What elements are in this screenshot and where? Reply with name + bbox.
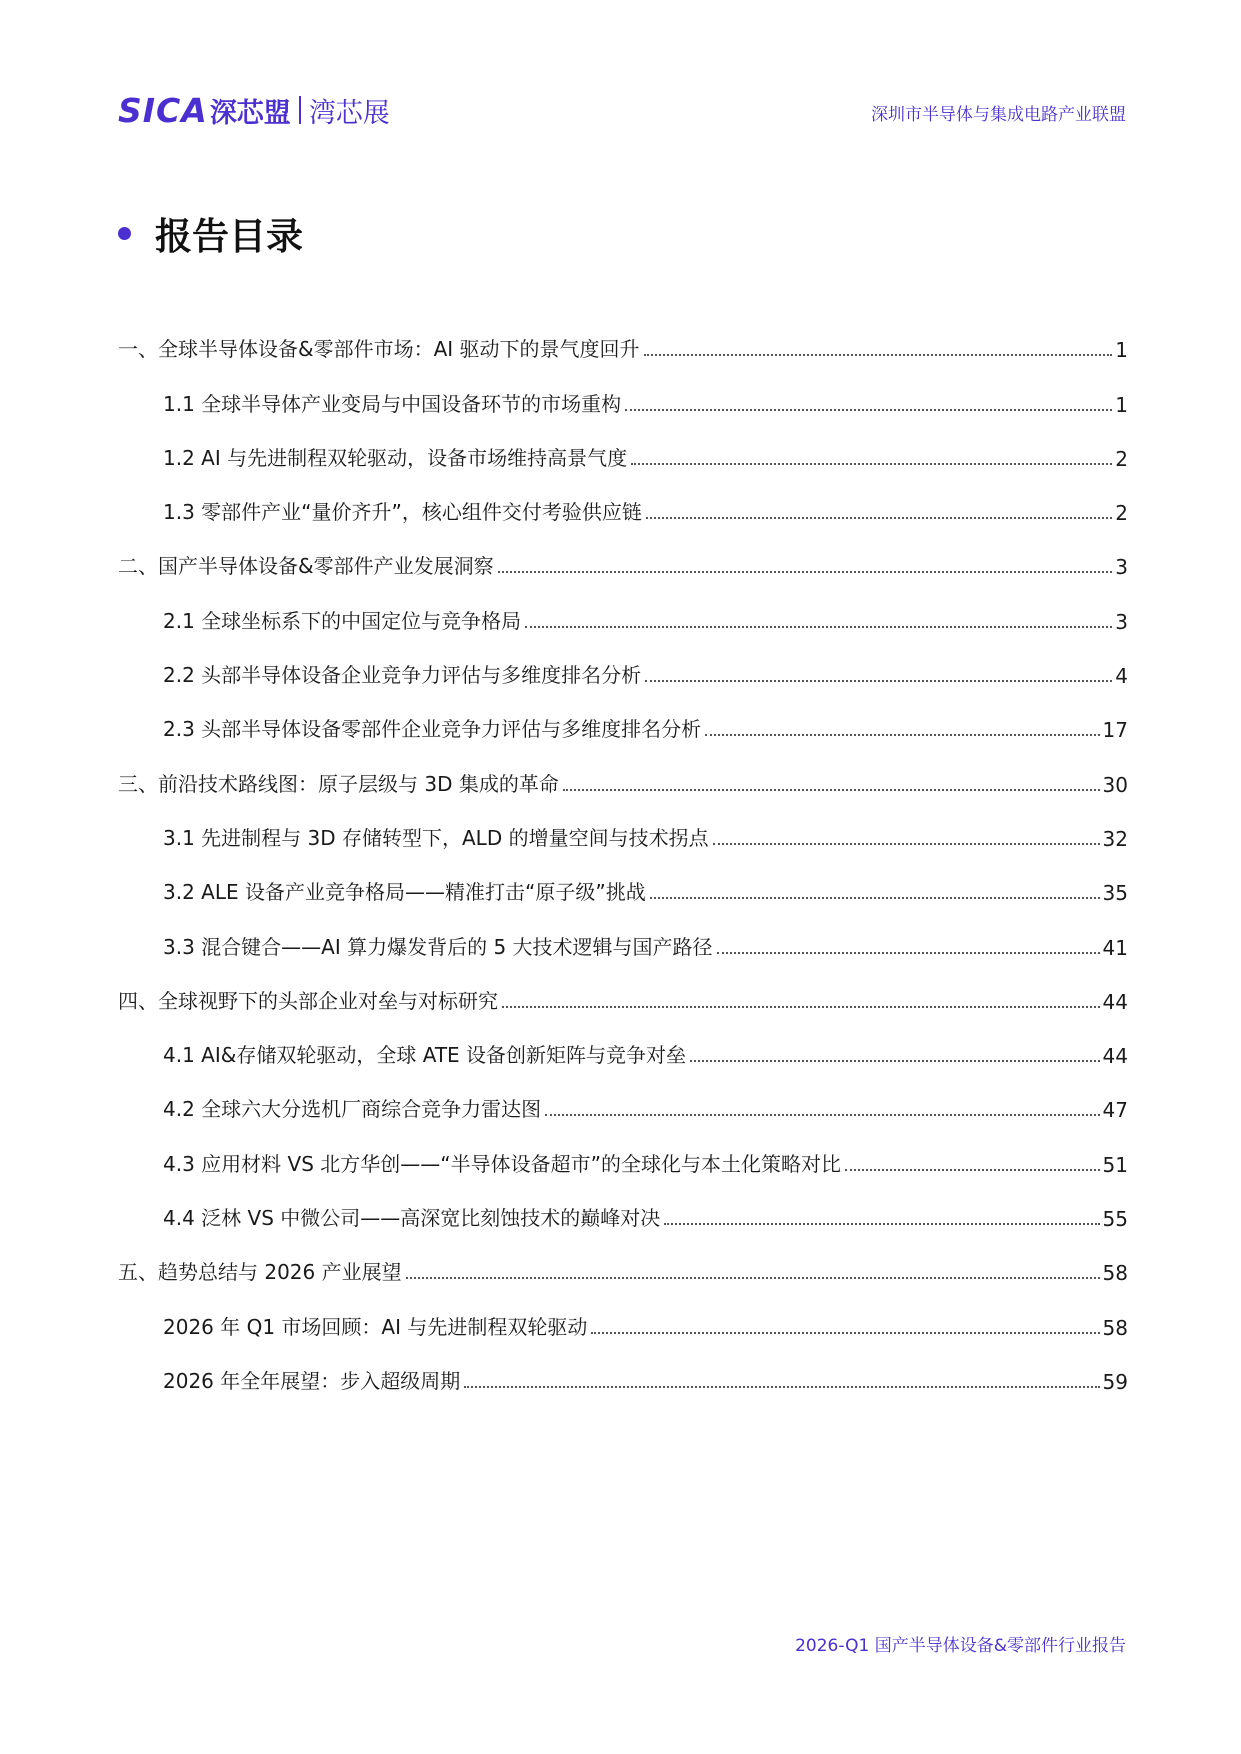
toc-entry-title: 三、前沿技术路线图：原子层级与 3D 集成的革命 (118, 771, 559, 796)
toc-entry[interactable] (118, 1024, 1128, 1078)
toc-entry-title: 2026 年全年展望：步入超级周期 (163, 1368, 461, 1393)
toc-dot-leader (591, 1332, 1099, 1334)
toc-entry[interactable] (118, 481, 1128, 535)
toc-dot-leader (631, 463, 1112, 465)
toc-dot-leader (502, 1006, 1100, 1008)
toc-entry[interactable] (118, 752, 1128, 806)
logo-sica-text: SICA (118, 90, 208, 130)
toc-entry[interactable] (118, 807, 1128, 861)
toc-entry-page: 4 (1115, 664, 1128, 689)
toc-dot-leader (645, 680, 1112, 682)
toc-entry-page: 44 (1102, 989, 1128, 1014)
logo-cn2-text: 湾芯展 (308, 97, 390, 129)
page-footer: 2026-Q1 国产半导体设备&零部件行业报告 (795, 1636, 1126, 1656)
toc-entry[interactable] (118, 915, 1128, 969)
toc-dot-leader (545, 1114, 1099, 1116)
toc-dot-leader (717, 952, 1100, 954)
toc-dot-leader (498, 571, 1113, 573)
organization-name: 深圳市半导体与集成电路产业联盟 (871, 105, 1126, 125)
toc-entry[interactable] (118, 535, 1128, 589)
toc-dot-leader (713, 843, 1100, 845)
toc-entry-page: 2 (1115, 446, 1128, 471)
toc-entry-title: 3.1 先进制程与 3D 存储转型下，ALD 的增量空间与技术拐点 (163, 825, 709, 850)
toc-entry[interactable] (118, 1187, 1128, 1241)
toc-entry-page: 3 (1115, 555, 1128, 580)
toc-entry-page: 35 (1102, 881, 1128, 906)
toc-entry-page: 30 (1102, 772, 1128, 797)
toc-entry-page: 17 (1102, 718, 1128, 743)
toc-entry-title: 1.1 全球半导体产业变局与中国设备环节的市场重构 (163, 391, 622, 416)
toc-entry-title: 2026 年 Q1 市场回顾：AI 与先进制程双轮驱动 (163, 1314, 588, 1339)
toc-entry-title: 2.2 头部半导体设备企业竞争力评估与多维度排名分析 (163, 663, 642, 688)
toc-entry-title: 3.2 ALE 设备产业竞争格局——精准打击“原子级”挑战 (163, 880, 646, 905)
toc-dot-leader (525, 626, 1112, 628)
toc-entry[interactable] (118, 861, 1128, 915)
toc-entry-title: 3.3 混合键合——AI 算力爆发背后的 5 大技术逻辑与国产路径 (163, 934, 713, 959)
toc-entry-title: 2.3 头部半导体设备零部件企业竞争力评估与多维度排名分析 (163, 717, 702, 742)
toc-dot-leader (644, 354, 1113, 356)
toc-entry-page: 58 (1102, 1261, 1128, 1286)
toc-entry[interactable] (118, 644, 1128, 698)
toc-dot-leader (650, 897, 1100, 899)
toc-entry-title: 1.3 零部件产业“量价齐升”，核心组件交付考验供应链 (163, 500, 642, 525)
toc-dot-leader (406, 1277, 1100, 1279)
toc-dot-leader (646, 517, 1112, 519)
toc-entry-title: 2.1 全球坐标系下的中国定位与竞争格局 (163, 608, 522, 633)
toc-dot-leader (845, 1169, 1100, 1171)
toc-dot-leader (664, 1223, 1099, 1225)
toc-dot-leader (705, 734, 1099, 736)
toc-entry-page: 51 (1102, 1152, 1128, 1177)
toc-entry-page: 41 (1102, 935, 1128, 960)
toc-entry-title: 五、趋势总结与 2026 产业展望 (118, 1260, 402, 1285)
toc-dot-leader (690, 1060, 1100, 1062)
toc-dot-leader (464, 1386, 1099, 1388)
page-title: 报告目录 (155, 215, 303, 258)
toc-entry[interactable] (118, 1078, 1128, 1132)
toc-dot-leader (563, 789, 1100, 791)
toc-entry[interactable] (118, 970, 1128, 1024)
toc-entry[interactable] (118, 589, 1128, 643)
toc-entry-title: 4.2 全球六大分选机厂商综合竞争力雷达图 (163, 1097, 542, 1122)
logo-cn-text: 深芯盟 (209, 97, 291, 129)
title-bullet-icon (118, 227, 131, 240)
toc-entry[interactable] (118, 1350, 1128, 1404)
toc-entry[interactable] (118, 318, 1128, 372)
toc-entry[interactable] (118, 1241, 1128, 1295)
sica-logo (118, 90, 390, 130)
toc-entry[interactable] (118, 698, 1128, 752)
toc-entry-page: 1 (1115, 338, 1128, 363)
toc-entry-title: 4.1 AI&存储双轮驱动，全球 ATE 设备创新矩阵与竞争对垒 (163, 1043, 687, 1068)
toc-entry-title: 四、全球视野下的头部企业对垒与对标研究 (118, 988, 498, 1013)
toc-dot-leader (625, 409, 1112, 411)
page-header (118, 90, 1126, 130)
toc-entry-page: 55 (1102, 1207, 1128, 1232)
title-row (118, 206, 303, 260)
toc-entry-title: 4.4 泛林 VS 中微公司——高深宽比刻蚀技术的巅峰对决 (163, 1206, 661, 1231)
toc-entry-title: 1.2 AI 与先进制程双轮驱动，设备市场维持高景气度 (163, 445, 628, 470)
toc-entry-page: 1 (1115, 392, 1128, 417)
toc-entry-page: 44 (1102, 1044, 1128, 1069)
toc-entry[interactable] (118, 372, 1128, 426)
toc-entry-page: 2 (1115, 501, 1128, 526)
toc-entry-page: 58 (1102, 1315, 1128, 1340)
toc-entry-page: 32 (1102, 826, 1128, 851)
toc-entry-page: 59 (1102, 1369, 1128, 1394)
table-of-contents (118, 318, 1128, 1404)
toc-entry-title: 一、全球半导体设备&零部件市场：AI 驱动下的景气度回升 (118, 337, 640, 362)
toc-entry-title: 4.3 应用材料 VS 北方华创——“半导体设备超市”的全球化与本土化策略对比 (163, 1151, 841, 1176)
toc-entry-page: 3 (1115, 609, 1128, 634)
logo-divider (299, 96, 301, 124)
toc-entry[interactable] (118, 1295, 1128, 1349)
toc-entry-page: 47 (1102, 1098, 1128, 1123)
toc-entry[interactable] (118, 1132, 1128, 1186)
toc-entry-title: 二、国产半导体设备&零部件产业发展洞察 (118, 554, 494, 579)
toc-entry[interactable] (118, 427, 1128, 481)
